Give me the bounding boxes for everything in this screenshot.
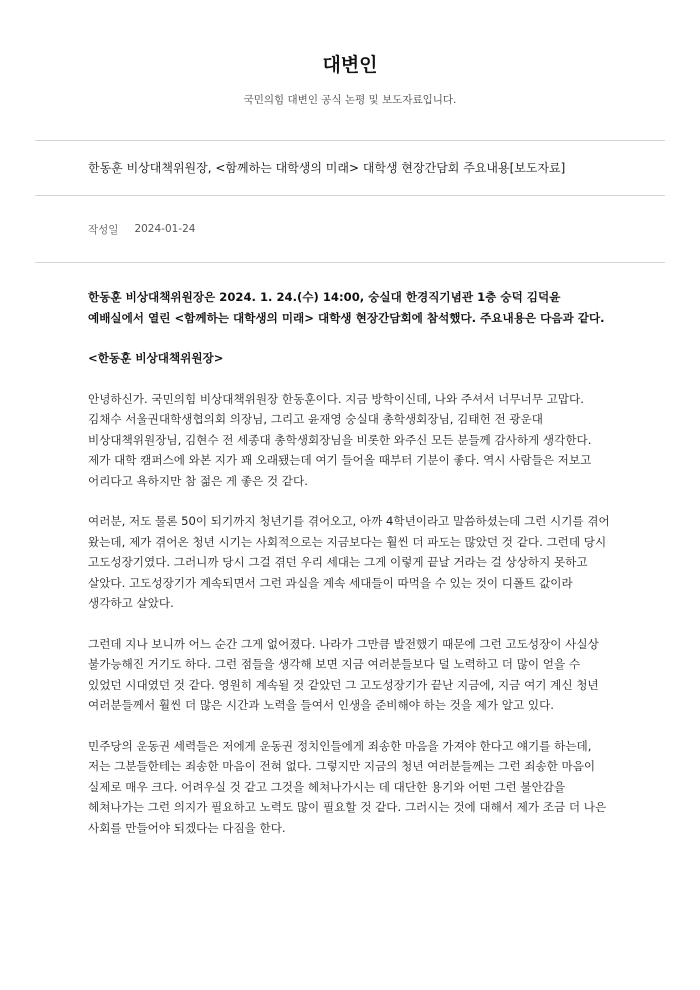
body-paragraph: 안녕하신가. 국민의힘 비상대책위원장 한동훈이다. 지금 방학이신데, 나와 주셔서 너무너무 고맙다. 김채수 서울권대학생협의회 의장님, 그리고 윤재영 숭실대 총학생회장님, 김태헌 전 광운대 비상대책위원장님, 김현수 전 세종대 총학생회장님을 비롯한 와주신 모든 분들께 감사하게 생각한다. 제가 대학 캠퍼스에 와본 지가 꽤 오래됐는데 여기 들어올 때부터 기분이 좋다. 역시 사람들은 저보고 어리다고 욕하지만 참 젊은 게 좋은 것 같다. <box>88 391 592 488</box>
post-title: 한동훈 비상대책위원장, <함께하는 대학생의 미래> 대학생 현장간담회 주요내용[보도자료] <box>88 161 566 175</box>
speaker-heading: <한동훈 비상대책위원장> <box>88 351 224 365</box>
body-paragraph: 여러분, 저도 물론 50이 되기까지 청년기를 겪어오고, 아까 4학년이라고 말씀하셨는데 그런 시기를 겪어 왔는데, 제가 겪어온 청년 시기는 사회적으로는 지금보다는 훨씬 더 파도는 많았던 것 같다. 그런데 당시 고도성장기였다. 그러니까 당시 그걸 겪던 우리 세대는 그게 이렇게 끝날 거라는 걸 상상하지 못하고 살았다. 고도성장기가 계속되면서 그런 과실을 계속 세대들이 따먹을 수 있는 것이 디폴트 값이라 생각하고 살았다. <box>88 514 610 610</box>
lead-paragraph: 한동훈 비상대책위원장은 2024. 1. 24.(수) 14:00, 숭실대 한경직기념관 1층 숭덕 김덕윤 예배실에서 열린 <함께하는 대학생의 미래> 대학생 현장간담회에 참석했다. 주요내용은 다음과 같다. <box>88 290 605 325</box>
site-title[interactable]: 대변인 <box>322 54 378 76</box>
body-paragraph: 그런데 지나 보니까 어느 순간 그게 없어졌다. 나라가 그만큼 발전했기 때문에 그런 고도성장이 사실상 불가능해진 거기도 하다. 그런 점들을 생각해 보면 지금 여러분들보다 덜 노력하고 더 많이 얻을 수 있었던 시대였던 것 같다. 영원히 계속될 것 같았던 그 고도성장기가 끝난 지금에, 지금 여기 계신 청년 여러분들께서 훨씬 더 많은 시간과 노력을 들여서 인생을 준비해야 하는 것을 제가 알고 있다. <box>88 636 599 712</box>
body-paragraph: 민주당의 운동권 세력들은 저에게 운동권 정치인들에게 죄송한 마음을 가져야 한다고 얘기를 하는데, 저는 그분들한테는 죄송한 마음이 전혀 없다. 그렇지만 지금의 청년 여러분들께는 그런 죄송한 마음이 실제로 매우 크다. 어려우실 것 같고 그것을 헤쳐나가시는 데 대단한 용기와 어떤 그런 불안감을 헤쳐나가는 그런 의지가 필요하고 노력도 많이 필요할 것 같다. 그러시는 것에 대해서 제가 조금 더 나은 사회를 만들어야 되겠다는 다짐을 한다. <box>88 738 607 835</box>
post-date: 2024-01-24 <box>134 223 196 235</box>
article-body <box>0 263 700 838</box>
site-description: 국민의힘 대변인 공식 논평 및 보도자료입니다. <box>243 94 457 106</box>
post-meta <box>0 196 700 262</box>
site-header <box>0 0 700 108</box>
date-label: 작성일 <box>88 223 119 236</box>
